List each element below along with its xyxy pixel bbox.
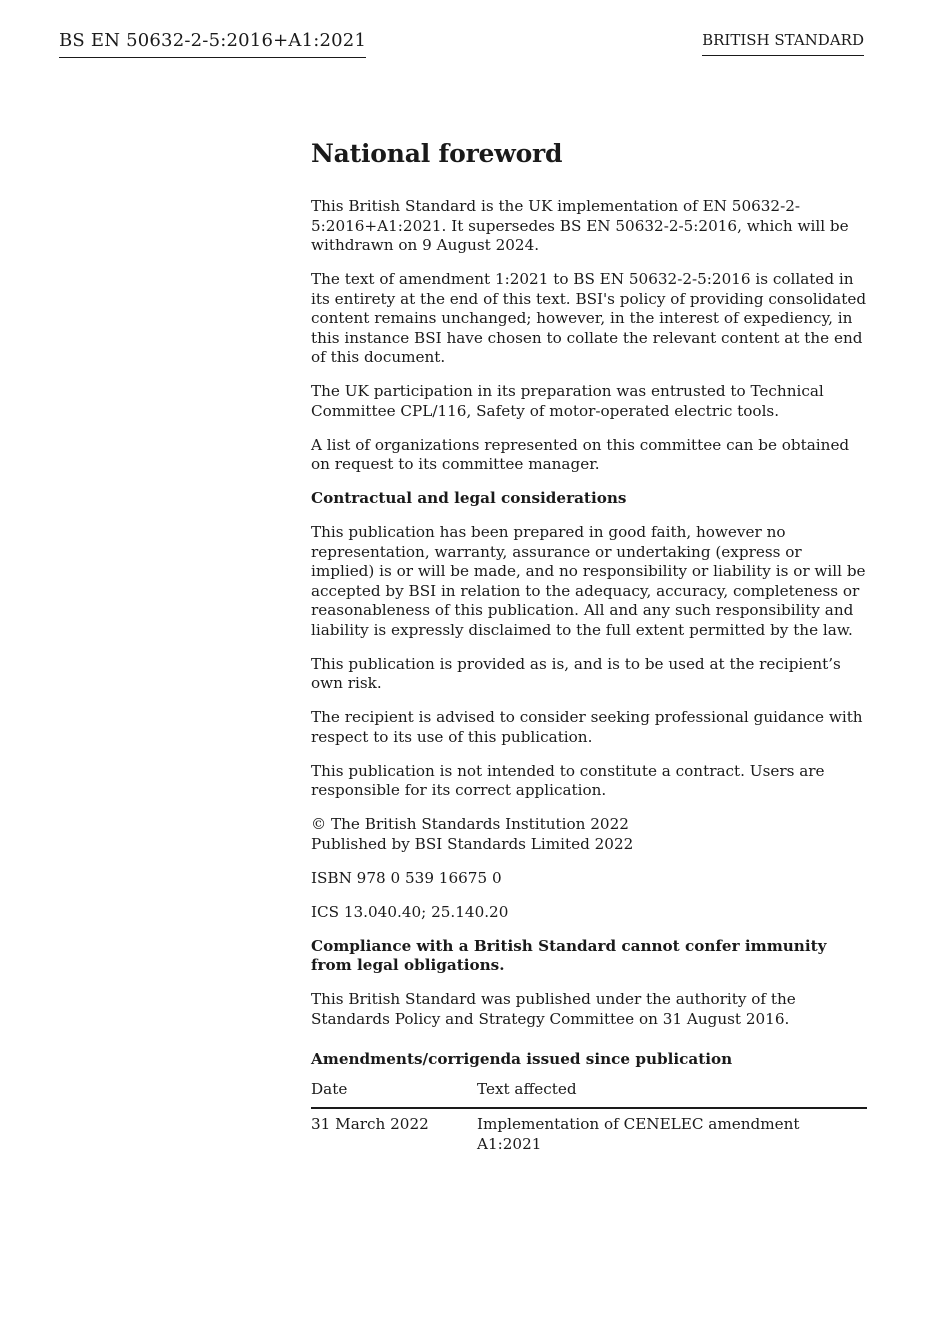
document-id-header: BS EN 50632-2-5:2016+A1:2021 [59,30,366,58]
compliance-notice: Compliance with a British Standard cannot confer immunity from legal obligations. [311,936,827,974]
series-label-header: BRITISH STANDARD [702,31,864,56]
paragraph-uk-participation: The UK participation in its preparation was entrusted to Technical Committee CPL/116, Safety of motor-operated electric tools. [311,382,824,420]
amendments-table [311,1080,867,1155]
paragraph-committee-list: A list of organizations represented on this committee can be obtained on request to its committee manager. [311,435,850,473]
contractual-heading: Contractual and legal considerations [311,489,627,507]
table-row [311,1108,867,1154]
amendment-text-affected: Implementation of CENELEC amendment A1:2021 [477,1115,800,1153]
foreword-section [311,138,867,1154]
column-header-text-affected: Text affected [477,1080,867,1109]
paragraph-amendment-collation: The text of amendment 1:2021 to BS EN 50632-2-5:2016 is collated in its entirety at the end of this text. BSI's policy of providing consolidated content remains unchanged; however, in the interest of expediency, in this instance BSI have chosen to collate the relevant content at the end of this document. [311,270,867,366]
publisher-line: Published by BSI Standards Limited 2022 [311,834,634,853]
copyright-block [311,815,867,854]
ics: ICS 13.040.40; 25.140.20 [311,902,509,921]
paragraph-own-risk: This publication is provided as is, and is to be used at the recipient’s own risk. [311,654,841,692]
isbn: ISBN 978 0 539 16675 0 [311,868,502,887]
column-header-date: Date [311,1080,477,1109]
paragraph-implementation: This British Standard is the UK implementation of EN 50632-2-5:2016+A1:2021. It supersedes BS EN 50632-2-5:2016, which will be withdrawn on 9 August 2024. [311,197,849,254]
copyright-line: © The British Standards Institution 2022 [311,815,629,833]
paragraph-not-contract: This publication is not intended to constitute a contract. Users are responsible for its correct application. [311,761,825,799]
page-title: National foreword [311,139,563,168]
paragraph-professional-guidance: The recipient is advised to consider seeking professional guidance with respect to its use of this publication. [311,708,863,746]
amendment-date: 31 March 2022 [311,1115,429,1133]
paragraph-good-faith: This publication has been prepared in good faith, however no representation, warranty, assurance or undertaking (express or implied) is or will be made, and no responsibility or liability is or will be accepted by BSI in relation to the adequacy, accuracy, completeness or reasonableness of this publication. All and any such responsibility and liability is expressly disclaimed to the full extent permitted by the law. [311,523,866,639]
amendments-heading: Amendments/corrigenda issued since publication [311,1050,733,1068]
authority-statement: This British Standard was published under the authority of the Standards Policy and Strategy Committee on 31 August 2016. [311,990,796,1028]
table-header-row [311,1080,867,1109]
